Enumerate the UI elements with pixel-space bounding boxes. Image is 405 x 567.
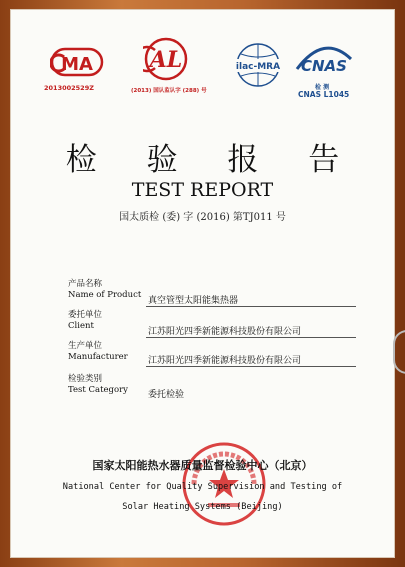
field-product xyxy=(68,279,141,301)
issuing-center-cn: 国家太阳能热水器质量监督检验中心（北京） xyxy=(92,459,313,472)
field-category-label-en: Test Category xyxy=(68,385,128,395)
svg-text:AL: AL xyxy=(149,47,183,73)
field-manufacturer xyxy=(68,341,128,363)
svg-text:ilac-MRA: ilac-MRA xyxy=(235,62,281,72)
ilac-mra-logo-icon xyxy=(229,41,287,97)
field-category-label-cn: 检验类别 xyxy=(68,374,103,384)
cal-caption: (2013) 国认监认字 (288) 号 xyxy=(131,88,207,94)
cma-code: 2013002529Z xyxy=(44,84,94,92)
report-page xyxy=(10,9,395,558)
svg-text:MA: MA xyxy=(61,54,93,75)
cnas-logo-icon xyxy=(293,39,355,81)
svg-text:CNAS: CNAS xyxy=(301,57,347,75)
field-manufacturer-label-en: Manufacturer xyxy=(68,352,128,362)
report-title-cn: 检 验 报 告 xyxy=(65,142,360,178)
binder-clip xyxy=(393,330,405,374)
field-product-label-cn: 产品名称 xyxy=(68,279,103,289)
field-client-label-cn: 委托单位 xyxy=(68,310,103,320)
field-product-value: 真空管型太阳能集热器 xyxy=(148,296,239,306)
issuing-center-en-line2: Solar Heating Systems (Beijing) xyxy=(122,502,283,512)
cal-logo-icon xyxy=(143,36,189,82)
field-product-line xyxy=(146,306,356,307)
field-client xyxy=(68,310,102,332)
field-client-label-en: Client xyxy=(68,321,94,331)
field-manufacturer-line xyxy=(146,366,356,367)
issuing-center-en-line1: National Center for Quality Supervision and Testing of xyxy=(62,482,343,492)
field-manufacturer-value: 江苏阳光四季新能源科技股份有限公司 xyxy=(148,356,302,366)
field-client-line xyxy=(146,337,356,338)
report-number: 国太质检 (委) 字 (2016) 第TJ011 号 xyxy=(119,212,286,223)
report-title-en: TEST REPORT xyxy=(131,179,274,201)
cnas-code: CNAS L1045 xyxy=(298,90,350,99)
field-category xyxy=(68,374,128,396)
field-category-value: 委托检验 xyxy=(148,390,185,400)
field-product-label-en: Name of Product xyxy=(68,290,142,300)
field-manufacturer-label-cn: 生产单位 xyxy=(68,341,103,351)
cma-logo-icon xyxy=(50,45,104,81)
cnas-sub: 检 测 xyxy=(315,84,330,91)
field-client-value: 江苏阳光四季新能源科技股份有限公司 xyxy=(148,327,302,337)
